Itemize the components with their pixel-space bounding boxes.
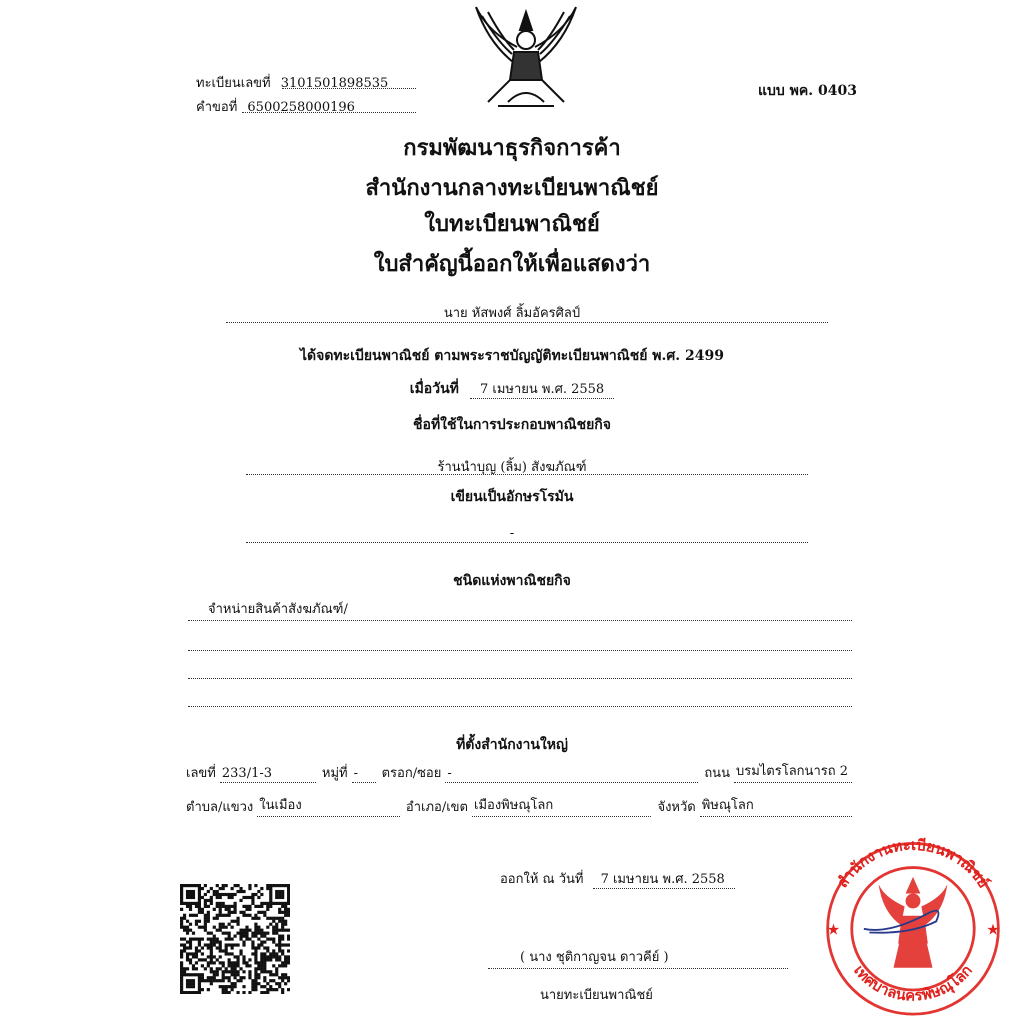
soi: -	[445, 766, 698, 783]
reg-no-label: ทะเบียนเลขที่	[196, 76, 271, 91]
subdistrict: ในเมือง	[257, 794, 400, 817]
signatory-title: นายทะเบียนพาณิชย์	[540, 988, 653, 1003]
province: พิษณุโลก	[700, 794, 852, 817]
address-row-2	[186, 794, 852, 817]
hq-label: ที่ตั้งสำนักงานใหญ่	[456, 737, 568, 753]
province-label: จังหวัด	[657, 800, 696, 815]
reg-date-label: เมื่อวันที่	[409, 381, 459, 397]
moo-label: หมู่ที่	[321, 766, 348, 781]
request-no: 6500258000196	[247, 100, 355, 115]
certificate-title: ใบทะเบียนพาณิชย์	[424, 211, 600, 237]
moo: -	[352, 766, 376, 783]
stamp-garuda-icon	[879, 877, 948, 968]
soi-label: ตรอก/ซอย	[381, 766, 442, 781]
svg-text:★: ★	[826, 921, 841, 939]
business-type-label: ชนิดแห่งพาณิชยกิจ	[453, 573, 571, 589]
office-title: สำนักงานกลางทะเบียนพาณิชย์	[365, 175, 659, 201]
department-title: กรมพัฒนาธุรกิจการค้า	[403, 135, 621, 161]
issue-date: 7 เมษายน พ.ศ. 2558	[593, 872, 735, 889]
form-code: แบบ พค. 0403	[758, 83, 857, 99]
trade-name: ร้านนำบุญ (ลิ้ม) สังฆภัณฑ์	[437, 460, 587, 475]
garuda-emblem	[468, 2, 584, 112]
request-no-label: คำขอที่	[196, 100, 238, 115]
issue-date-label: ออกให้ ณ วันที่	[500, 872, 584, 887]
subdistrict-label: ตำบล/แขวง	[186, 800, 254, 815]
district: เมืองพิษณุโลก	[472, 794, 651, 817]
svg-text:เทศบาลนครพิษณุโลก	[850, 962, 976, 1005]
svg-text:★: ★	[986, 921, 1000, 939]
stamp-top-text: สำนักงานทะเบียนพาณิชย์	[834, 836, 993, 892]
owner-name: นาย หัสพงศ์ ลิ้มอัครศิลป์	[443, 306, 581, 321]
act-text: ได้จดทะเบียนพาณิชย์ ตามพระราชบัญญัติทะเบียนพาณิชย์ พ.ศ. 2499	[300, 348, 724, 364]
business-type: จำหน่ายสินค้าสังฆภัณฑ์/	[208, 602, 348, 617]
reg-no: 3101501898535	[280, 76, 389, 91]
signatory-name: ( นาง ชุติกาญจน ดาวคีย์ )	[520, 950, 669, 965]
house-no-label: เลขที่	[186, 766, 216, 781]
trade-name-label: ชื่อที่ใช้ในการประกอบพาณิชยกิจ	[413, 417, 611, 433]
official-stamp	[808, 836, 1018, 1016]
address-row-1	[186, 760, 852, 783]
stamp-bottom-text: เทศบาลนครพิษณุโลก	[850, 962, 976, 1005]
house-no: 233/1-3	[220, 766, 316, 783]
district-label: อำเภอ/เขต	[405, 800, 469, 815]
reg-date: 7 เมษายน พ.ศ. 2558	[470, 382, 614, 399]
roman-value: -	[509, 526, 515, 541]
road: บรมไตรโลกนารถ 2	[734, 760, 852, 783]
certify-heading: ใบสำคัญนี้ออกให้เพื่อแสดงว่า	[373, 251, 651, 277]
road-label: ถนน	[704, 766, 730, 781]
qr-code	[180, 884, 290, 994]
roman-label: เขียนเป็นอักษรโรมัน	[450, 489, 574, 505]
